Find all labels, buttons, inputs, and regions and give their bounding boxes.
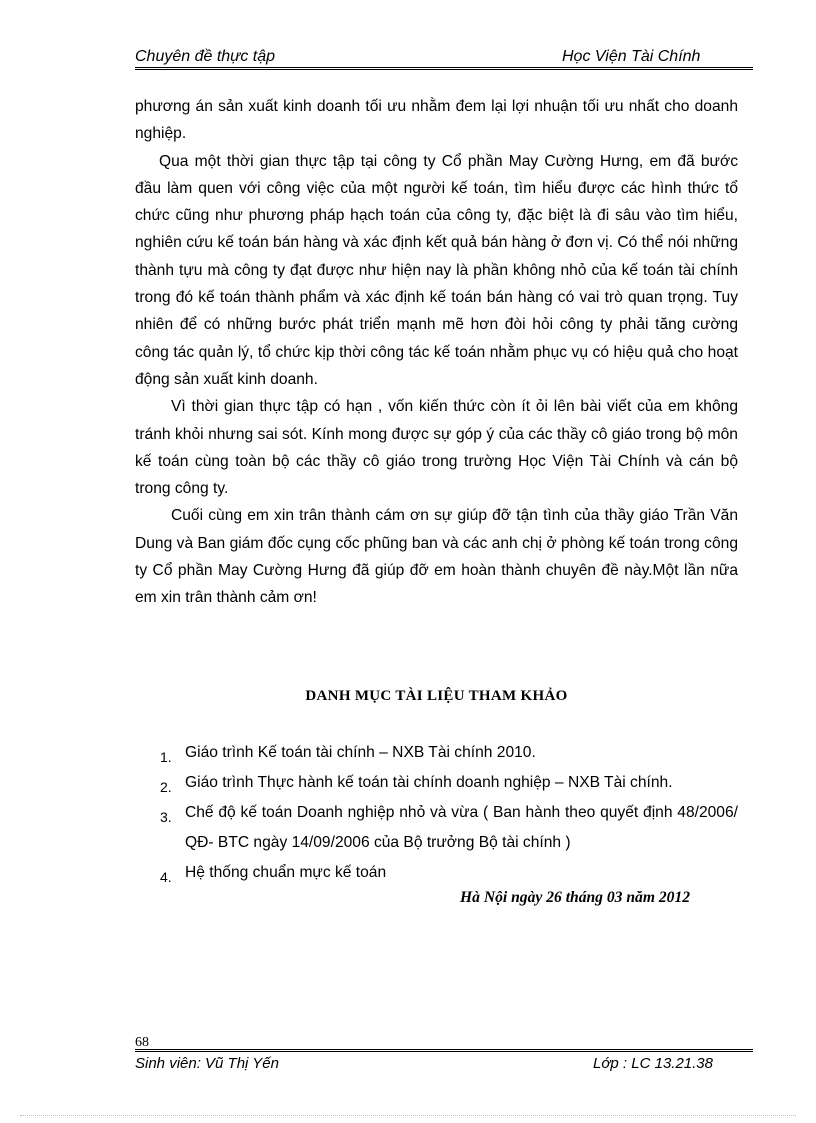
reference-item	[160, 768, 738, 798]
reference-number: 2.	[160, 779, 172, 795]
reference-text: Hệ thống chuẩn mực kế toán	[185, 864, 387, 881]
footer-rule-thick	[135, 1051, 753, 1052]
reference-text: Giáo trình Thực hành kế toán tài chính doanh nghiệp – NXB Tài chính.	[185, 774, 673, 791]
paragraph-4: Cuối cùng em xin trân thành cám ơn sự giúp đỡ tận tình của thầy giáo Trần Văn Dung và Ban giám đốc cụng cốc phũng ban và các anh chị ở phòng kế toán trong công ty Cổ phần May Cường Hưng đã giúp đỡ em hoàn thành chuyên đề này.Một lần nữa em xin trân thành cảm ơn!	[135, 507, 738, 607]
paragraph-3: Vì thời gian thực tập có hạn , vốn kiến thức còn ít ỏi lên bài viết của em không tránh khỏi nhưng sai sót. Kính mong được sự góp ý của các thầy cô giáo trong bộ môn kế toán cùng toàn bộ các thầy cô giáo trong trường Học Viện Tài Chính và cán bộ trong công ty.	[135, 398, 738, 498]
body-text	[135, 93, 738, 612]
header-right-text: Học Viện Tài Chính	[562, 48, 701, 65]
header-rule-thick	[135, 67, 753, 68]
references-list	[160, 738, 738, 888]
reference-number: 4.	[160, 869, 172, 885]
header-left-text: Chuyên đề thực tập	[135, 48, 276, 65]
footer-class: Lớp : LC 13.21.38	[593, 1055, 713, 1072]
reference-item	[160, 858, 738, 888]
reference-item	[160, 798, 738, 858]
footer-rule-thin	[135, 1049, 753, 1050]
reference-text: Giáo trình Kế toán tài chính – NXB Tài chính 2010.	[185, 744, 536, 761]
paragraph-2: Qua một thời gian thực tập tại công ty Cổ phần May Cường Hưng, em đã bước đầu làm quen với công việc của một người kế toán, tìm hiểu được các hình thức tổ chức cũng như phương pháp hạch toán của công ty, đặc biệt là đi sâu vào tìm hiểu, nghiên cứu kế toán bán hàng và xác định kết quả bán hàng ở đơn vị. Có thể nói những thành tựu mà công ty đạt được như hiện nay là phần không nhỏ của kế toán tài chính trong đó kế toán thành phẩm và xác định kế toán bán hàng có vai trò quan trọng. Tuy nhiên để có những bước phát triển mạnh mẽ hơn đòi hỏi công ty phải tăng cường công tác quản lý, tổ chức kịp thời công tác kế toán nhằm phục vụ có hiệu quả cho hoạt động sản xuất kinh doanh.	[135, 152, 738, 388]
reference-item	[160, 738, 738, 768]
reference-number: 1.	[160, 749, 172, 765]
date-line: Hà Nội ngày 26 tháng 03 năm 2012	[460, 889, 691, 906]
page-bottom-edge	[20, 1115, 796, 1116]
footer-student: Sinh viên: Vũ Thị Yến	[135, 1055, 279, 1072]
references-title: DANH MỤC TÀI LIỆU THAM KHẢO	[305, 688, 568, 704]
paragraph-1: phương án sản xuất kinh doanh tối ưu nhằm đem lại lợi nhuận tối ưu nhất cho doanh nghiệp.	[135, 98, 738, 143]
header-rule-thin	[135, 69, 753, 70]
reference-number: 3.	[160, 809, 172, 825]
reference-text: Chế độ kế toán Doanh nghiệp nhỏ và vừa ( Ban hành theo quyết định 48/2006/ QĐ- BTC ngày 14/09/2006 của Bộ trưởng Bộ tài chính )	[185, 804, 738, 851]
page-number: 68	[135, 1035, 149, 1050]
